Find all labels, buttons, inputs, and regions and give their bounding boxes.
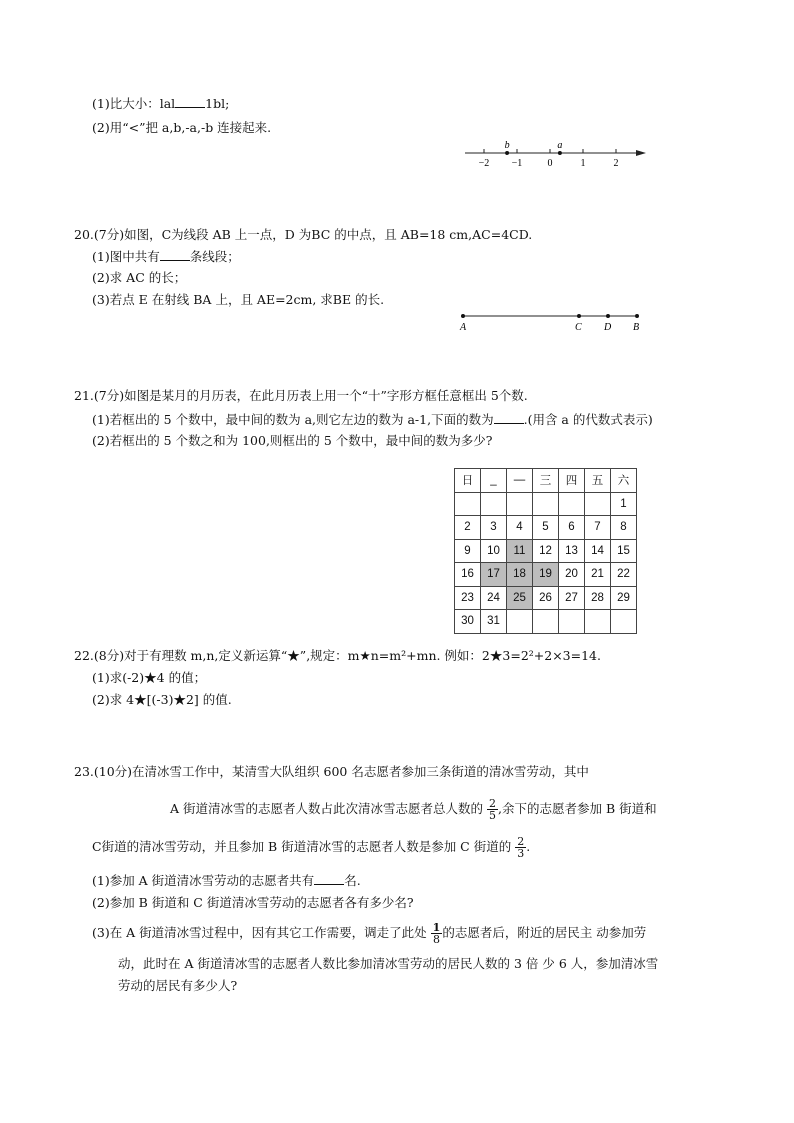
calendar-weekday-header: 日 <box>455 469 481 493</box>
calendar-day-cell: 16 <box>455 563 481 587</box>
number-line-tick-label: 2 <box>613 158 619 169</box>
number-line-tick-label: 1 <box>580 158 586 169</box>
calendar-day-cell: 27 <box>559 586 585 610</box>
number-line-tick-label: 0 <box>547 158 553 169</box>
q19-part1 <box>92 95 229 112</box>
q21-part1 <box>92 411 653 428</box>
q21-part1-text-end: .(用含 a 的代数式表示) <box>523 412 653 427</box>
label-b: B <box>633 322 640 333</box>
answer-blank[interactable] <box>314 872 344 885</box>
calendar-day-cell <box>585 492 611 516</box>
calendar-day-cell: 11 <box>507 539 533 563</box>
calendar-weekday-header: 四 <box>559 469 585 493</box>
number-line-diagram <box>460 138 650 172</box>
calendar-day-cell: 3 <box>481 516 507 540</box>
calendar-weekday-header: 三 <box>533 469 559 493</box>
q20-part2: (2)求 AC 的长； <box>92 270 187 285</box>
answer-blank[interactable] <box>160 248 190 261</box>
q23-part3-text-end: 的志愿者后，附近的居民主 动参加劳 <box>442 925 647 940</box>
q23-part3-text: (3)在 A 街道清冰雪过程中，因有其它工作需要，调走了此处 <box>92 925 427 940</box>
q23-part1-text-end: 名. <box>344 873 361 888</box>
calendar-day-cell: 31 <box>481 610 507 634</box>
calendar-day-cell: 20 <box>559 563 585 587</box>
fraction-numerator: 2 <box>489 797 496 810</box>
calendar-day-cell <box>533 610 559 634</box>
calendar-day-cell <box>455 492 481 516</box>
q22-part2: (2)求 4★[(-3)★2] 的值. <box>92 692 232 707</box>
q21-part2: (2)若框出的 5 个数之和为 100,则框出的 5 个数中，最中间的数为多少? <box>92 433 493 448</box>
calendar-day-cell: 4 <box>507 516 533 540</box>
calendar-day-cell: 5 <box>533 516 559 540</box>
calendar-day-cell: 28 <box>585 586 611 610</box>
q23-part3 <box>92 920 646 946</box>
fraction-denominator: 3 <box>517 847 525 860</box>
point-b <box>635 314 639 318</box>
calendar-day-cell: 1 <box>611 492 637 516</box>
calendar-day-cell: 17 <box>481 563 507 587</box>
point-label-b: b <box>504 140 510 151</box>
q23-line3 <box>92 834 530 860</box>
q20-stem: 20.(7分)如图，C为线段 AB 上一点，D 为BC 的中点，且 AB=18 cm,AC=4CD. <box>74 227 533 242</box>
q23-line2-text-end: ,余下的志愿者参加 B 街道和 <box>498 801 657 816</box>
q23-line2-text: A 街道清冰雪的志愿者人数占此次清冰雪志愿者总人数的 <box>170 801 484 816</box>
segment-diagram <box>455 308 650 334</box>
q23-part1-text: (1)参加 A 街道清冰雪劳动的志愿者共有 <box>92 873 315 888</box>
calendar-day-cell <box>559 610 585 634</box>
fraction-numerator: 2 <box>517 835 525 848</box>
q23-part1 <box>92 872 361 889</box>
point-a <box>558 151 562 155</box>
point-d <box>606 314 610 318</box>
calendar-day-cell: 30 <box>455 610 481 634</box>
calendar-day-cell: 7 <box>585 516 611 540</box>
fraction-two-fifths <box>487 798 498 821</box>
q23-part3-line3: 劳动的居民有多少人? <box>118 978 238 993</box>
number-line-tick-label: −1 <box>511 158 523 169</box>
calendar-day-cell: 9 <box>455 539 481 563</box>
q20-part3: (3)若点 E 在射线 BA 上，且 AE=2cm, 求BE 的长. <box>92 292 385 307</box>
calendar-weekday-header: 六 <box>611 469 637 493</box>
calendar-header-row <box>455 469 637 493</box>
calendar-day-cell: 8 <box>611 516 637 540</box>
q21-part1-text: (1)若框出的 5 个数中，最中间的数为 a,则它左边的数为 a-1,下面的数为 <box>92 412 494 427</box>
calendar-day-cell <box>507 492 533 516</box>
q23-part2: (2)参加 B 街道和 C 街道清冰雪劳动的志愿者各有多少名? <box>92 895 414 910</box>
q22-stem: 22.(8分)对于有理数 m,n,定义新运算“★”,规定：m★n=m²+mn. 例如：2★3=2²+2×3=14. <box>74 648 601 663</box>
fraction-denominator: 8 <box>433 933 440 946</box>
calendar-day-cell: 22 <box>611 563 637 587</box>
calendar-day-cell: 23 <box>455 586 481 610</box>
calendar-day-cell <box>611 610 637 634</box>
answer-blank[interactable] <box>494 411 524 424</box>
calendar-week-row <box>455 610 637 634</box>
q19-part2: (2)用“<”把 a,b,-a,-b 连接起来. <box>92 120 272 135</box>
calendar-week-row <box>455 563 637 587</box>
calendar-day-cell <box>533 492 559 516</box>
calendar-day-cell: 18 <box>507 563 533 587</box>
calendar-day-cell: 2 <box>455 516 481 540</box>
calendar-day-cell: 13 <box>559 539 585 563</box>
q20-part1-text-end: 条线段； <box>189 249 240 264</box>
calendar-day-cell: 19 <box>533 563 559 587</box>
calendar-day-cell: 25 <box>507 586 533 610</box>
calendar-weekday-header: _ <box>481 469 507 493</box>
calendar-day-cell: 12 <box>533 539 559 563</box>
number-line-arrow <box>636 150 646 156</box>
point-label-a: a <box>557 140 563 151</box>
label-c: C <box>575 322 582 333</box>
q23-line3-text: C街道的清冰雪劳动，并且参加 B 街道清冰雪的志愿者人数是参加 C 街道的 <box>92 839 512 854</box>
calendar-day-cell <box>481 492 507 516</box>
calendar-day-cell: 21 <box>585 563 611 587</box>
q23-stem: 23.(10分)在清冰雪工作中，某清雪大队组织 600 名志愿者参加三条街道的清冰雪劳动，其中 <box>74 764 589 779</box>
calendar-day-cell: 29 <box>611 586 637 610</box>
calendar-week-row <box>455 539 637 563</box>
label-d: D <box>604 322 612 333</box>
q21-stem: 21.(7分)如图是某月的月历表，在此月历表上用一个“十”字形方框任意框出 5个数. <box>74 388 528 403</box>
calendar-week-row <box>455 492 637 516</box>
calendar-day-cell <box>559 492 585 516</box>
number-line-tick-label: −2 <box>478 158 490 169</box>
calendar-week-row <box>455 516 637 540</box>
calendar-day-cell: 10 <box>481 539 507 563</box>
calendar-table <box>454 468 637 634</box>
q23-line2 <box>170 796 657 822</box>
point-c <box>577 314 581 318</box>
q23-part3-line2: 动，此时在 A 街道清冰雪的志愿者人数比参加清冰雪劳动的居民人数的 3 倍 少 6 人，参加清冰雪 <box>118 956 659 971</box>
q23-line3-text-end: . <box>526 839 531 854</box>
fraction-denominator: 5 <box>489 809 496 822</box>
fraction-two-thirds <box>515 836 526 859</box>
calendar-week-row <box>455 586 637 610</box>
q19-part1-text-end: 1bl; <box>205 96 230 111</box>
q22-part1: (1)求(-2)★4 的值； <box>92 670 207 685</box>
calendar-day-cell <box>585 610 611 634</box>
answer-blank[interactable] <box>175 95 205 108</box>
q20-part1 <box>92 248 240 265</box>
point-a <box>461 314 465 318</box>
q20-part1-text: (1)图中共有 <box>92 249 160 264</box>
calendar-day-cell <box>507 610 533 634</box>
calendar-day-cell: 15 <box>611 539 637 563</box>
label-a: A <box>460 322 467 333</box>
calendar-day-cell: 26 <box>533 586 559 610</box>
calendar-day-cell: 14 <box>585 539 611 563</box>
q19-part1-text: (1)比大小：lal <box>92 96 176 111</box>
calendar-day-cell: 24 <box>481 586 507 610</box>
point-b <box>505 151 509 155</box>
fraction-numerator: 1 <box>432 921 441 934</box>
calendar-weekday-header: 五 <box>585 469 611 493</box>
fraction-one-eighth <box>431 922 443 945</box>
calendar-day-cell: 6 <box>559 516 585 540</box>
calendar-weekday-header: — <box>507 469 533 493</box>
